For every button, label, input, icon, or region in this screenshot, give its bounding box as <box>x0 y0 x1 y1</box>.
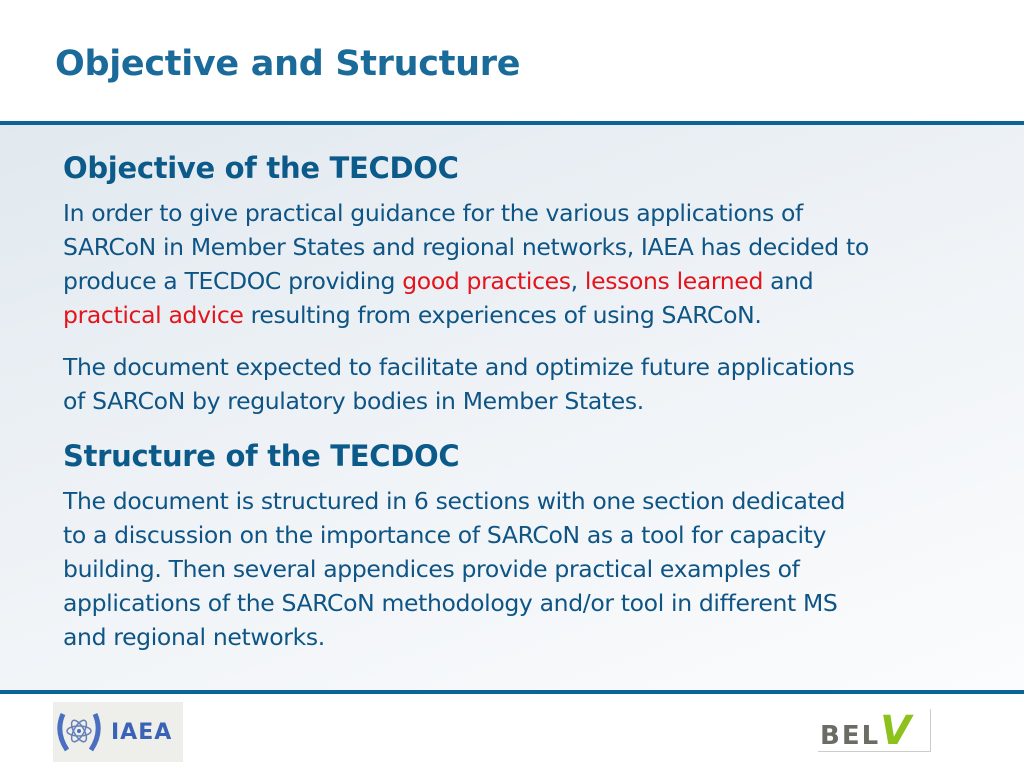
highlighted-text: lessons learned <box>584 267 764 295</box>
text-line <box>63 350 854 384</box>
text-segment: to a discussion on the importance of SARCoN as a tool for capacity <box>63 521 827 549</box>
text-line <box>63 384 854 418</box>
text-segment: and <box>763 267 814 295</box>
text-line <box>63 586 845 620</box>
text-line <box>63 484 845 518</box>
text-segment: The document expected to facilitate and optimize future applications <box>63 353 855 381</box>
belv-logo-text: BEL <box>820 721 881 751</box>
text-segment: applications of the SARCoN methodology and/or tool in different MS <box>63 589 838 617</box>
structure-heading: Structure of the TECDOC <box>63 439 460 473</box>
text-line <box>63 298 869 332</box>
slide-title: Objective and Structure <box>55 44 521 84</box>
structure-paragraph <box>63 484 845 654</box>
text-line <box>63 620 845 654</box>
text-segment: In order to give practical guidance for the various applications of <box>63 199 803 227</box>
text-line <box>63 230 869 264</box>
highlighted-text: good practices <box>402 267 571 295</box>
objective-paragraph-2 <box>63 350 854 418</box>
text-segment: and regional networks. <box>63 623 325 651</box>
bottom-divider <box>0 690 1024 694</box>
text-line <box>63 552 845 586</box>
iaea-logo-text: IAEA <box>111 719 173 745</box>
text-segment: resulting from experiences of using SARCoN. <box>243 301 762 329</box>
text-segment: of SARCoN by regulatory bodies in Member States. <box>63 387 644 415</box>
text-line <box>63 518 845 552</box>
text-segment: , <box>570 267 585 295</box>
text-line <box>63 196 869 230</box>
objective-heading: Objective of the TECDOC <box>63 151 459 185</box>
belv-check-mark: V <box>880 708 912 754</box>
text-segment: The document is structured in 6 sections with one section dedicated <box>63 487 846 515</box>
text-segment: produce a TECDOC providing <box>63 267 403 295</box>
atom-wreath-icon <box>53 706 105 758</box>
text-segment: SARCoN in Member States and regional networks, IAEA has decided to <box>63 233 869 261</box>
objective-paragraph-1 <box>63 196 869 332</box>
iaea-logo <box>53 702 183 762</box>
text-line <box>63 264 869 298</box>
highlighted-text: practical advice <box>63 301 244 329</box>
belv-logo <box>818 709 931 752</box>
text-segment: building. Then several appendices provide practical examples of <box>63 555 800 583</box>
